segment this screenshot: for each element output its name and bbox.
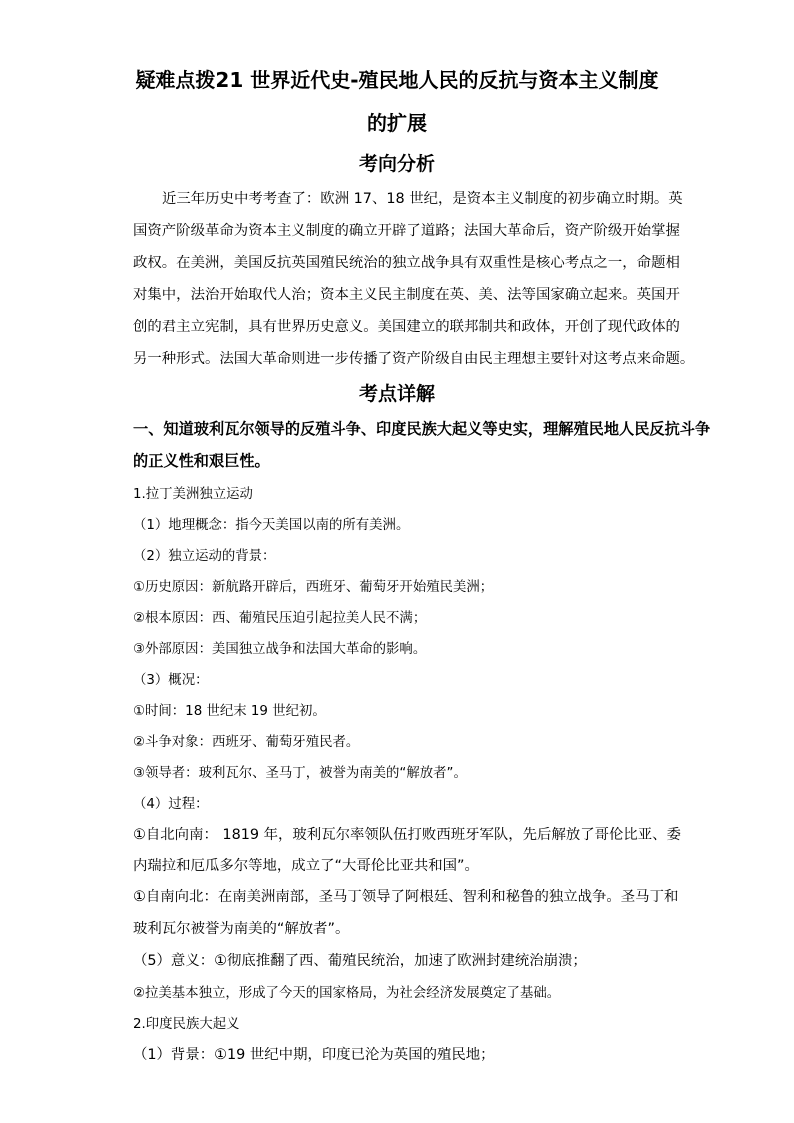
- list-item: （5）意义：①彻底推翻了西、葡殖民统治，加速了欧洲封建统治崩溃；: [133, 953, 587, 969]
- list-item: ②根本原因：西、葡殖民压迫引起拉美人民不满；: [133, 611, 427, 626]
- intro-line: 创的君主立宪制，具有世界历史意义。美国建立的联邦制共和政体，开创了现代政体的: [133, 319, 680, 335]
- list-item: ③领导者：玻利瓦尔、圣马丁，被誉为南美的“解放者”。: [133, 766, 467, 781]
- list-item: （2）独立运动的背景：: [133, 549, 276, 564]
- section-heading-details: 考点详解: [358, 383, 435, 405]
- intro-line: 国资产阶级革命为资本主义制度的确立开辟了道路；法国大革命后，资产阶级开始掌握: [133, 223, 680, 239]
- section-heading-analysis: 考向分析: [358, 153, 435, 175]
- list-item: （1）背景：①19 世纪中期，印度已沦为英国的殖民地；: [133, 1047, 495, 1063]
- intro-line: 另一种形式。法国大革命则进一步传播了资产阶级自由民主理想主要针对这考点来命题。: [133, 351, 695, 367]
- list-item: ②斗争对象：西班牙、葡萄牙殖民者。: [133, 735, 360, 750]
- list-item: （1）地理概念：指今天美国以南的所有美洲。: [133, 518, 410, 533]
- list-item: ②拉美基本独立，形成了今天的国家格局，为社会经济发展奠定了基础。: [133, 986, 561, 1001]
- list-item: ①时间：18 世纪末 19 世纪初。: [133, 704, 326, 719]
- intro-line: 近三年历史中考考查了：欧洲 17、18 世纪，是资本主义制度的初步确立时期。英: [162, 191, 683, 207]
- subsection-title: 1.拉丁美洲独立运动: [133, 487, 253, 502]
- intro-line: 政权。在美洲，美国反抗英国殖民统治的独立战争具有双重性是核心考点之一，命题相: [133, 255, 680, 271]
- list-item: 内瑞拉和厄瓜多尔等地，成立了“大哥伦比亚共和国”。: [133, 858, 479, 874]
- point-heading-line2: 的正义性和艰巨性。: [133, 452, 270, 470]
- list-item: ①自南向北：在南美洲南部，圣马丁领导了阿根廷、智利和秘鲁的独立战争。圣马丁和: [133, 889, 679, 905]
- list-item: ①自北向南： 1819 年，玻利瓦尔率领队伍打败西班牙军队，先后解放了哥伦比亚、委: [133, 827, 681, 843]
- point-heading-line1: 一、知道玻利瓦尔领导的反殖斗争、印度民族大起义等史实，理解殖民地人民反抗斗争: [133, 420, 711, 438]
- list-item: ③外部原因：美国独立战争和法国大革命的影响。: [133, 642, 427, 657]
- list-item: （3）概况：: [133, 673, 209, 688]
- document-title-line1: 疑难点拨21 世界近代史-殖民地人民的反抗与资本主义制度: [135, 68, 659, 92]
- list-item: ①历史原因：新航路开辟后，西班牙、葡萄牙开始殖民美洲；: [133, 580, 494, 595]
- list-item: （4）过程：: [133, 797, 209, 812]
- subsection-title: 2.印度民族大起义: [133, 1017, 240, 1032]
- intro-line: 对集中，法治开始取代人治；资本主义民主制度在英、美、法等国家确立起来。英国开: [133, 287, 680, 303]
- list-item: 玻利瓦尔被誉为南美的“解放者”。: [133, 921, 350, 937]
- document-title-line2: 的扩展: [367, 111, 427, 135]
